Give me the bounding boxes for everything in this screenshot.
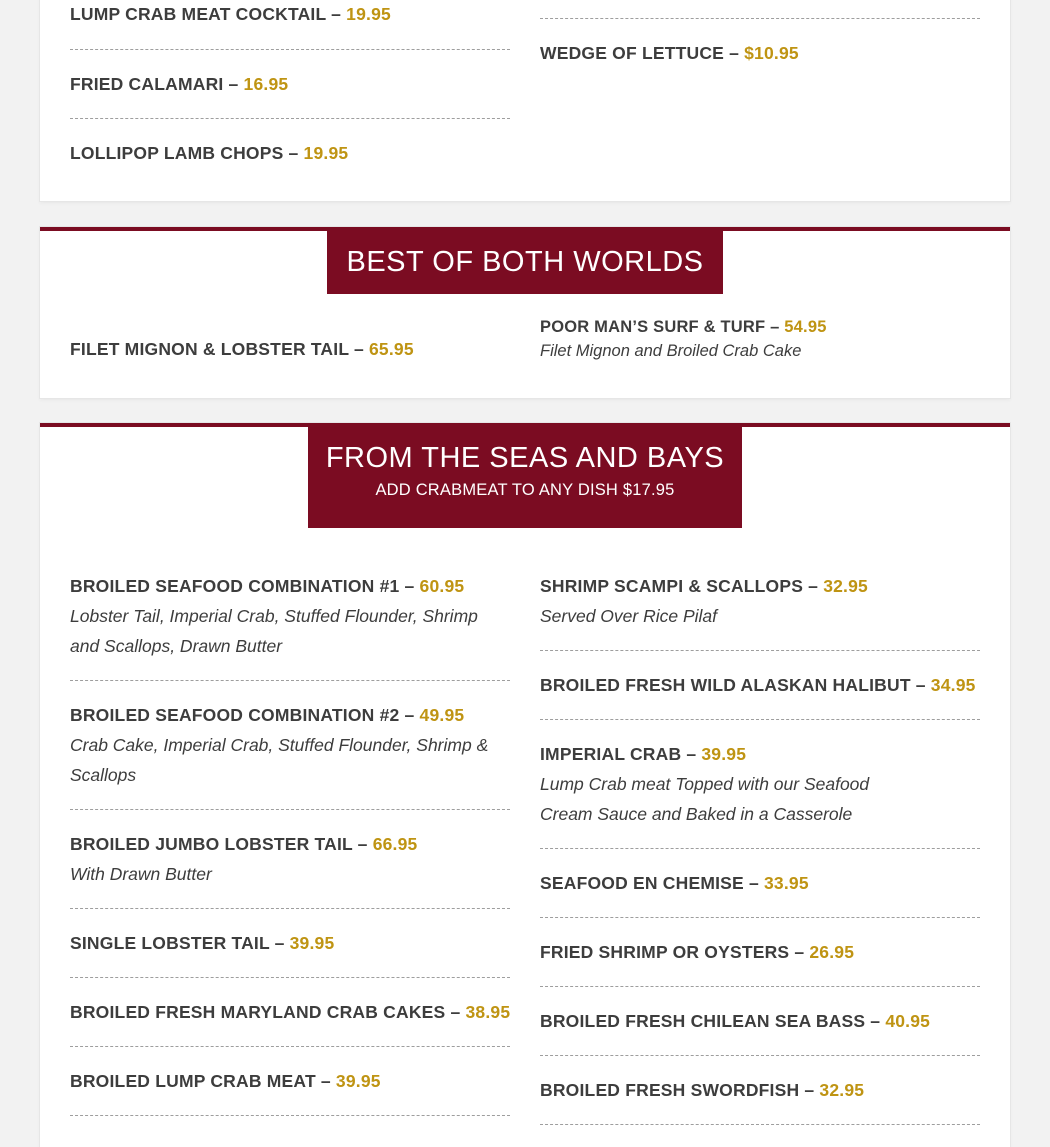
seas-and-bays-card <box>40 423 1010 1147</box>
item-price: 54.95 <box>784 318 827 336</box>
item-name: SHRIMP SCAMPI & SCALLOPS <box>540 576 804 596</box>
item-price: 33.95 <box>763 873 809 893</box>
menu-item <box>540 849 980 918</box>
item-price: 39.95 <box>335 1071 381 1091</box>
separator: – <box>223 74 244 94</box>
item-description: Filet Mignon and Broiled Crab Cake <box>540 342 802 360</box>
separator: – <box>269 933 290 953</box>
separator: – <box>765 318 785 336</box>
separator: – <box>326 4 347 24</box>
item-name: SINGLE LOBSTER TAIL <box>70 933 270 953</box>
menu-item <box>70 50 510 119</box>
separator: – <box>399 705 420 725</box>
menu-item-content <box>540 742 869 829</box>
menu-item <box>70 909 510 978</box>
item-price: 40.95 <box>885 1011 931 1031</box>
menu-item-name <box>540 1078 864 1102</box>
separator: – <box>283 143 304 163</box>
item-name: SEAFOOD EN CHEMISE <box>540 873 744 893</box>
item-price: 38.95 <box>465 1002 511 1022</box>
menu-item-content <box>70 574 478 661</box>
menu-item-name <box>540 742 869 766</box>
menu-item-name <box>70 832 417 856</box>
item-name: FILET MIGNON & LOBSTER TAIL <box>70 339 349 359</box>
item-name: FRIED CALAMARI <box>70 74 224 94</box>
section-title: BEST OF BOTH WORLDS <box>346 246 704 278</box>
separator: – <box>865 1011 886 1031</box>
menu-item <box>540 651 980 720</box>
menu-item <box>70 681 510 810</box>
menu-item-content <box>70 832 417 889</box>
item-price: 19.95 <box>303 143 349 163</box>
separator: – <box>315 1071 336 1091</box>
separator: – <box>803 576 824 596</box>
separator: – <box>743 873 764 893</box>
item-description: Served Over Rice Pilaf <box>540 606 718 626</box>
menu-item <box>540 427 980 651</box>
best-left-column <box>70 337 510 361</box>
appetizers-card <box>40 0 1010 201</box>
menu-item-name <box>70 1069 381 1093</box>
item-price: 65.95 <box>368 339 414 359</box>
item-price: $10.95 <box>744 43 799 63</box>
menu-item-name <box>70 337 510 361</box>
item-price: 39.95 <box>701 744 747 764</box>
item-price: 66.95 <box>372 834 418 854</box>
item-price: 32.95 <box>819 1080 865 1100</box>
menu-item-name <box>540 673 976 697</box>
item-name: BROILED FRESH CHILEAN SEA BASS <box>540 1011 866 1031</box>
menu-item <box>540 720 980 849</box>
menu-item <box>540 1056 980 1125</box>
menu-item <box>70 119 510 187</box>
item-name: LOLLIPOP LAMB CHOPS <box>70 143 284 163</box>
separator: – <box>352 834 373 854</box>
menu-item <box>540 918 980 987</box>
menu-item-name <box>540 871 809 895</box>
item-name: BROILED SEAFOOD COMBINATION #1 <box>70 576 400 596</box>
item-price: 16.95 <box>243 74 289 94</box>
best-right-column <box>540 316 980 364</box>
separator: – <box>724 43 745 63</box>
item-description: Lobster Tail, Imperial Crab, Stuffed Flounder, Shrimp <box>70 606 478 626</box>
item-price: 49.95 <box>419 705 465 725</box>
best-of-both-worlds-card <box>40 227 1010 398</box>
menu-item-content <box>540 574 868 631</box>
menu-item-name <box>540 1009 930 1033</box>
menu-item-name <box>70 931 334 955</box>
item-name: BROILED LUMP CRAB MEAT <box>70 1071 316 1091</box>
menu-item <box>70 1047 510 1116</box>
menu-item <box>70 427 510 681</box>
menu-item-name <box>70 574 478 598</box>
item-price: 26.95 <box>809 942 855 962</box>
separator: – <box>799 1080 820 1100</box>
item-name: BROILED FRESH SWORDFISH <box>540 1080 800 1100</box>
menu-item-name <box>540 574 868 598</box>
menu-item-name <box>70 703 488 727</box>
menu-item-name <box>70 2 391 26</box>
separator: – <box>348 339 369 359</box>
section-title: FROM THE SEAS AND BAYS <box>325 442 725 474</box>
item-name: IMPERIAL CRAB <box>540 744 682 764</box>
item-description: Lump Crab meat Topped with our Seafood <box>540 774 870 794</box>
item-price: 60.95 <box>419 576 465 596</box>
item-name: BROILED SEAFOOD COMBINATION #2 <box>70 705 400 725</box>
separator: – <box>445 1002 466 1022</box>
menu-item-name <box>70 1000 510 1024</box>
item-description: Cream Sauce and Baked in a Casserole <box>540 804 853 824</box>
item-price: 32.95 <box>823 576 868 596</box>
item-name: BROILED FRESH MARYLAND CRAB CAKES <box>70 1002 446 1022</box>
item-price: 19.95 <box>346 4 391 24</box>
item-description: With Drawn Butter <box>70 864 212 884</box>
menu-item-name <box>540 316 980 338</box>
item-name: POOR MAN’S SURF & TURF <box>540 318 766 336</box>
item-price: 34.95 <box>930 675 976 695</box>
menu-item <box>70 810 510 909</box>
separator: – <box>910 675 931 695</box>
item-name: BROILED FRESH WILD ALASKAN HALIBUT <box>540 675 911 695</box>
separator: – <box>399 576 420 596</box>
appetizers-left-column <box>70 0 510 187</box>
item-description: Crab Cake, Imperial Crab, Stuffed Flounder, Shrimp & <box>70 735 489 755</box>
menu-item-name <box>540 41 799 65</box>
menu-item-content <box>70 703 488 790</box>
separator: – <box>681 744 702 764</box>
section-banner <box>327 231 723 294</box>
item-price: 39.95 <box>289 933 335 953</box>
menu-item-name <box>70 141 348 165</box>
menu-item <box>70 0 510 50</box>
menu-item <box>540 987 980 1056</box>
item-name: FRIED SHRIMP OR OYSTERS <box>540 942 790 962</box>
item-description: and Scallops, Drawn Butter <box>70 636 283 656</box>
item-name: BROILED JUMBO LOBSTER TAIL <box>70 834 353 854</box>
item-name: LUMP CRAB MEAT COCKTAIL <box>70 4 327 24</box>
menu-item <box>70 978 510 1047</box>
item-name: WEDGE OF LETTUCE <box>540 43 725 63</box>
menu-item-name <box>540 940 854 964</box>
divider <box>540 18 980 19</box>
menu-item-name <box>70 72 288 96</box>
separator: – <box>789 942 810 962</box>
section-subtitle: ADD CRABMEAT TO ANY DISH $17.95 <box>375 481 675 499</box>
item-description: Scallops <box>70 765 137 785</box>
